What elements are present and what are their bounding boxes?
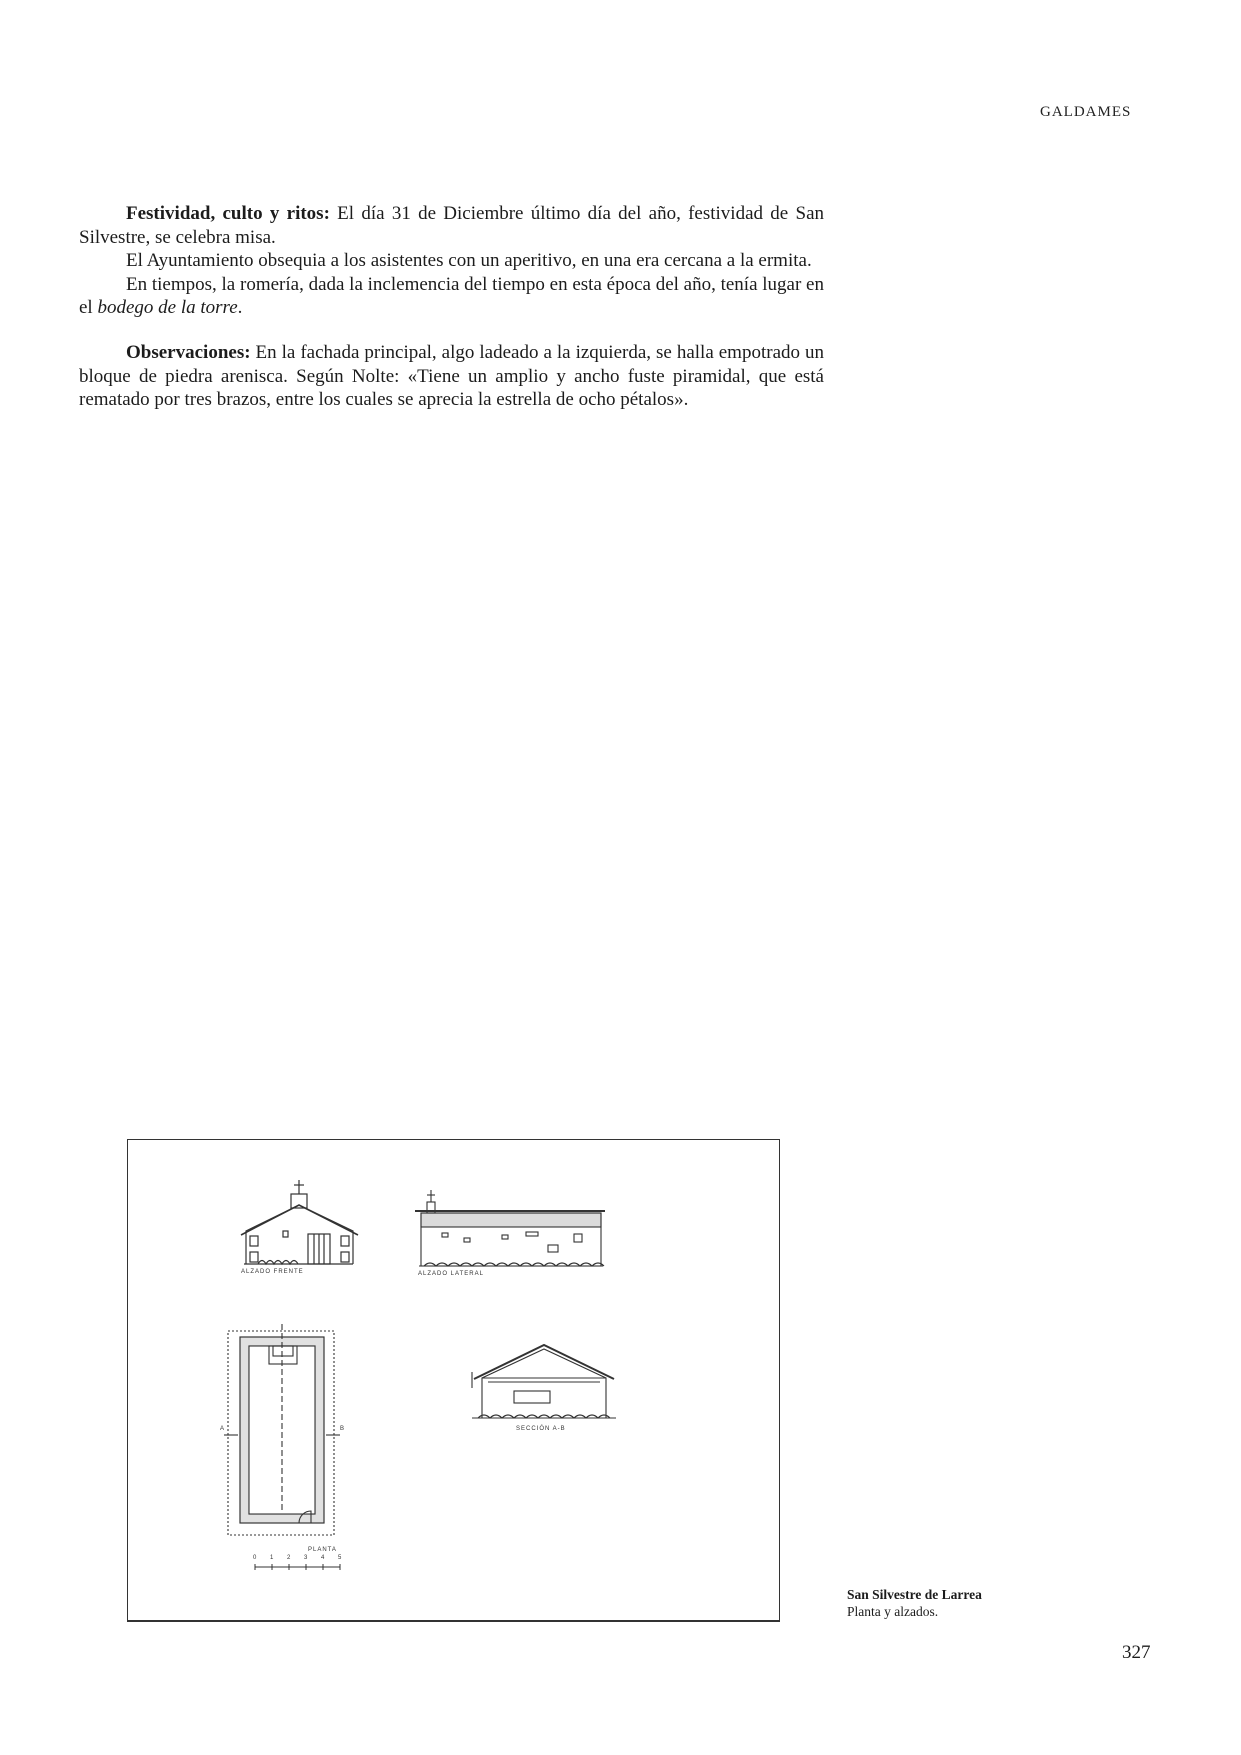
scale-tick-label: 3 [304,1555,309,1561]
section-label: SECCIÓN A-B [516,1426,566,1432]
paragraph-tail: . [237,297,243,319]
caption-title: San Silvestre de Larrea [847,1587,982,1602]
page-number: 327 [1122,1642,1151,1663]
paragraph-lead: Observaciones: [126,341,251,363]
paragraph-lead: Festividad, culto y ritos: [126,203,330,224]
paragraph-observaciones [79,341,824,412]
paragraph-text: En tiempos, la romería, dada la inclemencia del tiempo en esta época del año, tenía lugar en el [79,273,824,319]
section-mark-a: A [220,1426,226,1432]
paragraph-romeria [79,273,824,320]
plan-drawing [224,1324,340,1535]
front-elevation-label: ALZADO FRENTE [241,1269,304,1275]
figure-caption [847,1586,982,1620]
paragraph-festividad [79,202,824,249]
paragraph-text: El día 31 de Diciembre último día del año, festividad de San Silvestre, se celebra misa. [79,203,824,248]
side-elevation-drawing [415,1190,605,1266]
plan-label: PLANTA [308,1547,337,1553]
running-head: GALDAMES [1040,104,1132,120]
scale-tick-label: 5 [338,1555,343,1561]
scale-bar-drawing [255,1564,340,1570]
figure-drawings [128,1140,779,1620]
architectural-figure [127,1139,780,1622]
body-text [79,202,824,412]
scale-tick-label: 1 [270,1555,275,1561]
side-elevation-label: ALZADO LATERAL [418,1271,484,1277]
section-drawing [472,1345,616,1418]
paragraph-text: El Ayuntamiento obsequia a los asistentes con un aperitivo, en una era cercana a la ermita. [126,250,812,272]
paragraph-ayuntamiento [79,249,824,273]
front-elevation-drawing [241,1180,358,1264]
caption-subtitle: Planta y alzados. [847,1604,939,1619]
scale-tick-label: 4 [321,1555,326,1561]
section-mark-b: B [340,1426,346,1432]
paragraph-emphasis: bodego de la torre [97,297,238,319]
scale-tick-label: 2 [287,1555,292,1561]
paragraph-text: En la fachada principal, algo ladeado a la izquierda, se halla empotrado un bloque de piedra arenisca. Según Nolte: «Tiene un amplio y ancho fuste piramidal, que está rematado por tres brazos, entre los cuales se aprecia la estrella de ocho pétalos». [79,341,824,411]
scale-tick-label: 0 [253,1555,258,1561]
